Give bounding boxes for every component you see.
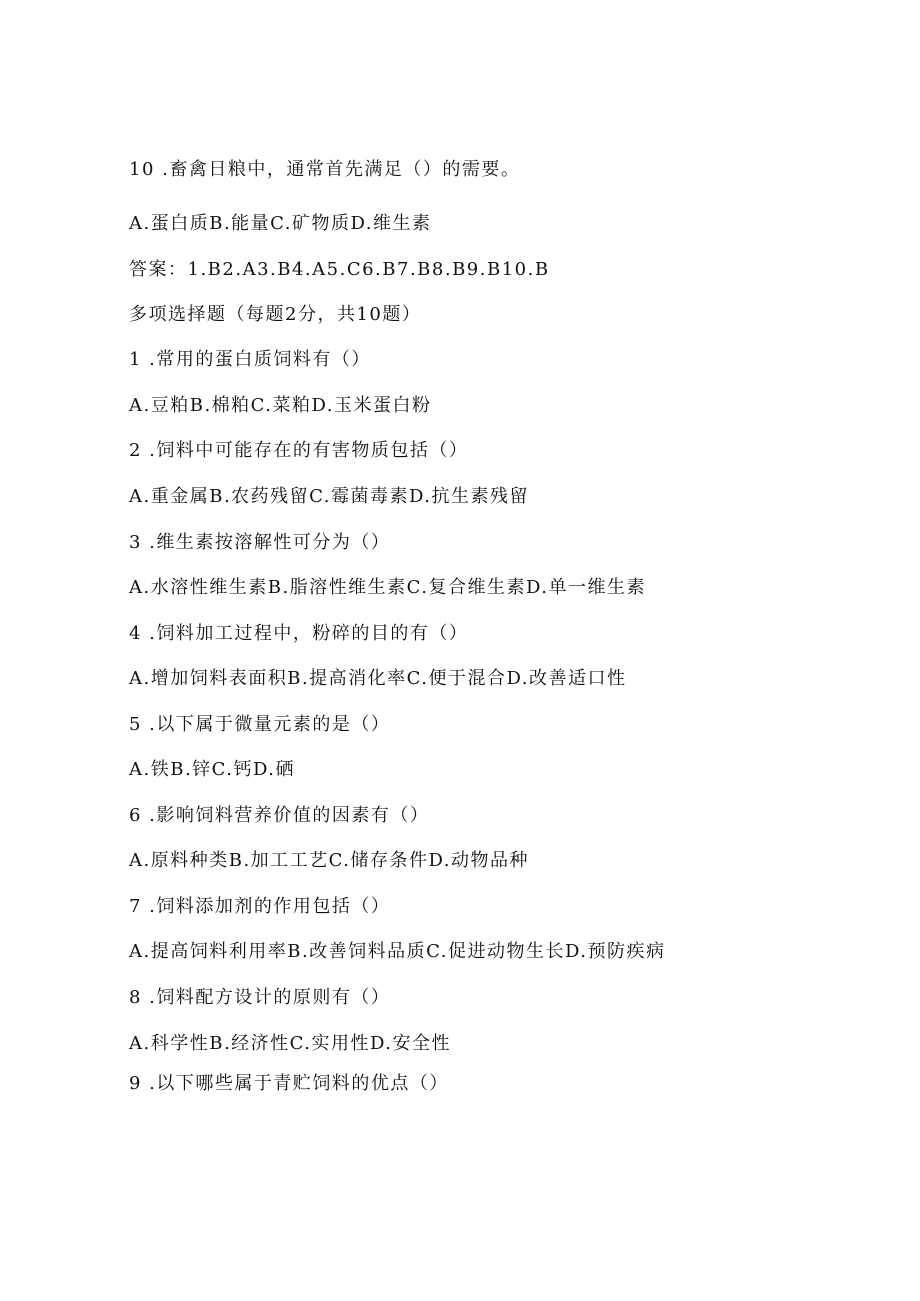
- multi-question-1-stem: 1 .常用的蛋白质饲料有（）: [129, 349, 371, 370]
- multi-question-4-options: A.增加饲料表面积B.提高消化率C.便于混合D.改善适口性: [129, 668, 627, 689]
- multi-question-4-stem: 4 .饲料加工过程中，粉碎的目的有（）: [129, 623, 469, 644]
- multi-question-3-options: A.水溶性维生素B.脂溶性维生素C.复合维生素D.单一维生素: [129, 577, 647, 598]
- multi-question-6-options: A.原料种类B.加工工艺C.储存条件D.动物品种: [129, 850, 530, 871]
- section-title: 多项选择题（每题2分，共10题）: [129, 304, 422, 325]
- multi-question-2-options: A.重金属B.农药残留C.霉菌毒素D.抗生素残留: [129, 486, 530, 507]
- multi-question-8-options: A.科学性B.经济性C.实用性D.安全性: [129, 1033, 452, 1054]
- question-10-options: A.蛋白质B.能量C.矿物质D.维生素: [129, 213, 432, 234]
- multi-question-1-options: A.豆粕B.棉粕C.菜粕D.玉米蛋白粉: [129, 395, 432, 416]
- multi-question-5-options: A.铁B.锌C.钙D.硒: [129, 759, 296, 780]
- multi-question-7-options: A.提高饲料利用率B.改善饲料品质C.促进动物生长D.预防疾病: [129, 941, 666, 962]
- multi-question-8-stem: 8 .饲料配方设计的原则有（）: [129, 987, 391, 1008]
- question-10-stem: 10 .畜禽日粮中，通常首先满足（）的需要。: [129, 159, 521, 180]
- multi-question-6-stem: 6 .影响饲料营养价值的因素有（）: [129, 805, 430, 826]
- multi-question-3-stem: 3 .维生素按溶解性可分为（）: [129, 532, 391, 553]
- multi-question-9-stem: 9 .以下哪些属于青贮饲料的优点（）: [129, 1073, 449, 1094]
- multi-question-7-stem: 7 .饲料添加剂的作用包括（）: [129, 896, 391, 917]
- answer-key: 答案：1.B2.A3.B4.A5.C6.B7.B8.B9.B10.B: [129, 259, 550, 280]
- multi-question-5-stem: 5 .以下属于微量元素的是（）: [129, 714, 391, 735]
- multi-question-2-stem: 2 .饲料中可能存在的有害物质包括（）: [129, 440, 469, 461]
